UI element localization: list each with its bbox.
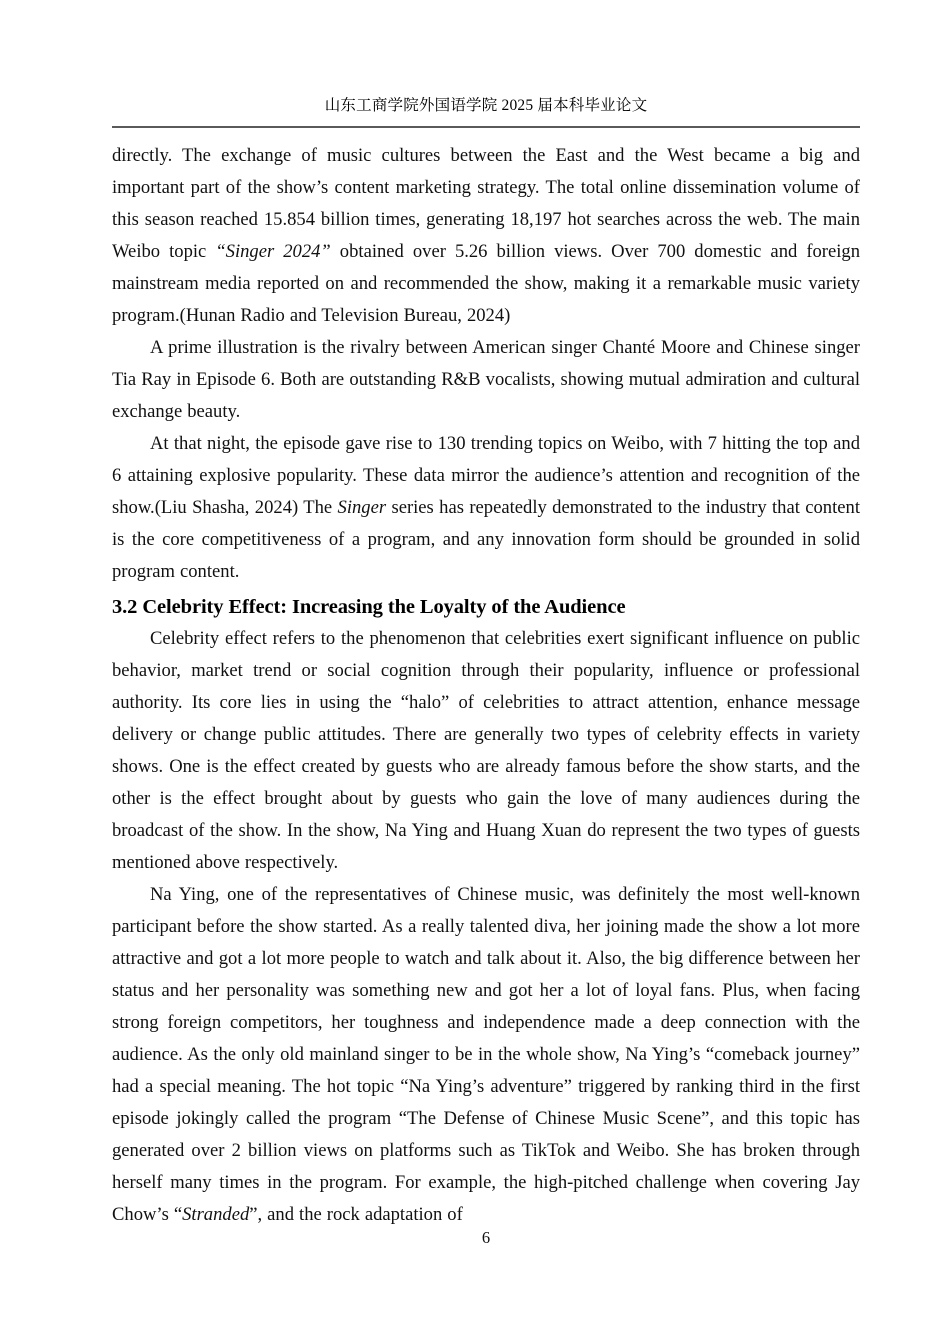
running-header xyxy=(112,96,860,115)
italic-run: Stranded xyxy=(182,1204,250,1225)
italic-run: Singer xyxy=(337,497,387,518)
text-run: At that night, the episode gave rise to 130 trending topics on Weibo, with 7 hitting the top and 6 attaining explosive popularity. These data mirror the audience’s attention and recognition of the show.(Liu Shasha, 2024) The xyxy=(112,433,860,518)
text-run: directly. The exchange of music cultures between the East and the West became a big and important part of the show’s content marketing strategy. The total online dissemination volume of this season reached 15.854 billion times, generating 18,197 hot searches across the web. The main Weibo topic xyxy=(112,145,860,262)
text-run: A prime illustration is the rivalry between American singer Chanté Moore and Chinese singer Tia Ray in Episode 6. Both are outstanding R&B vocalists, showing mutual admiration and cultural exchange beauty. xyxy=(112,337,860,422)
paragraph-rivalry xyxy=(112,332,860,428)
header-divider-rule xyxy=(112,126,860,128)
running-header-text: 山东工商学院外国语学院 2025 届本科毕业论文 xyxy=(324,97,648,114)
section-heading-3-2: 3.2 Celebrity Effect: Increasing the Loyalty of the Audience xyxy=(112,596,626,618)
paragraph-na-ying xyxy=(112,879,860,1231)
paragraph-celebrity-effect xyxy=(112,623,860,879)
text-run: series has repeatedly demonstrated to the industry that content is the core competitiveness of a program, and any innovation form should be grounded in solid program content. xyxy=(112,497,860,582)
text-run: Celebrity effect refers to the phenomenon that celebrities exert significant influence on public behavior, market trend or social cognition through their popularity, influence or professional authority. Its core lies in using the “halo” of celebrities to attract attention, enhance message delivery or change public attitudes. There are generally two types of celebrity effects in variety shows. One is the effect created by guests who are already famous before the show starts, and the other is the effect brought about by guests who gain the love of many audiences during the broadcast of the show. In the show, Na Ying and Huang Xuan do represent the two types of guests mentioned above respectively. xyxy=(112,628,860,873)
text-run: obtained over 5.26 billion views. Over 700 domestic and foreign mainstream media reported on and recommended the show, making it a remarkable music variety program.(Hunan Radio and Television Bureau, 2024) xyxy=(112,241,861,326)
paragraph-dissemination xyxy=(112,140,860,332)
paragraph-trending-topics xyxy=(112,428,860,588)
document-body xyxy=(112,140,860,1231)
italic-run: “Singer 2024” xyxy=(215,241,331,262)
text-run: ”, and the rock adaptation of xyxy=(249,1204,463,1225)
text-run: Na Ying, one of the representatives of Chinese music, was definitely the most well-known participant before the show started. As a really talented diva, her joining made the show a lot more attractive and got a lot more people to watch and talk about it. Also, the big difference between her status and her personality was something new and got her a lot of loyal fans. Plus, when facing strong foreign competitors, her toughness and independence made a deep connection with the audience. As the only old mainland singer to be in the whole show, Na Ying’s “comeback journey” had a special meaning. The hot topic “Na Ying’s adventure” triggered by ranking third in the first episode jokingly called the program “The Defense of Chinese Music Scene”, and this topic has generated over 2 billion views on platforms such as TikTok and Weibo. She has broken through herself many times in the program. For example, the high-pitched challenge when covering Jay Chow’s “ xyxy=(112,884,860,1225)
page-number: 6 xyxy=(481,1228,491,1247)
